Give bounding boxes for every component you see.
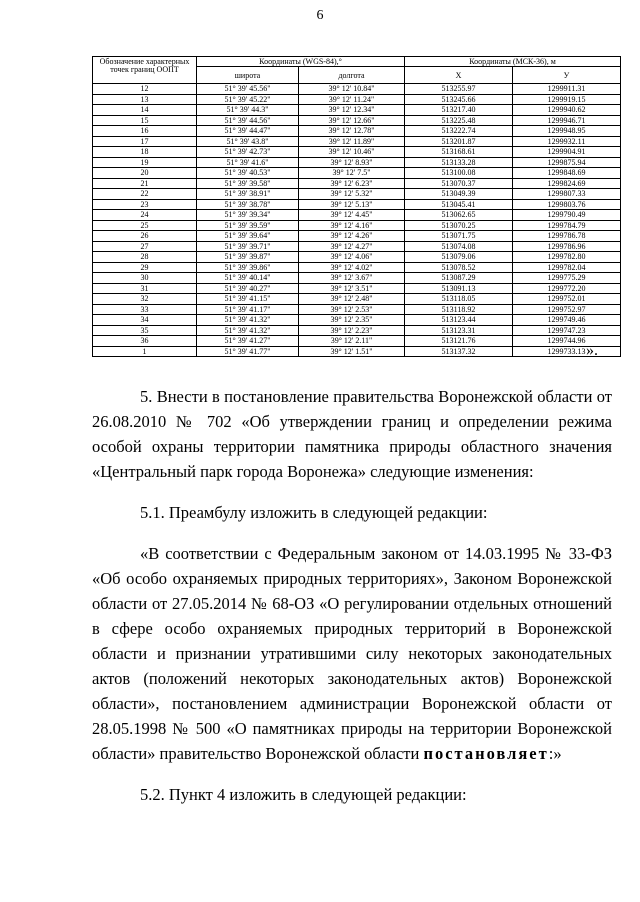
cell-x-coordinate: 513201.87 bbox=[405, 136, 513, 147]
cell-x-coordinate: 513049.39 bbox=[405, 189, 513, 200]
cell-point-number: 20 bbox=[93, 168, 197, 179]
cell-x-coordinate: 513133.28 bbox=[405, 157, 513, 168]
table-row bbox=[93, 84, 621, 95]
cell-longitude: 39° 12' 3.67" bbox=[299, 273, 405, 284]
cell-y-coordinate: 1299919.15 bbox=[513, 94, 621, 105]
table-row bbox=[93, 115, 621, 126]
cell-x-coordinate: 513118.92 bbox=[405, 304, 513, 315]
table-row bbox=[93, 210, 621, 221]
cell-latitude: 51° 39' 45.22" bbox=[197, 94, 299, 105]
cell-x-coordinate: 513168.61 bbox=[405, 147, 513, 158]
table-row bbox=[93, 231, 621, 242]
cell-x-coordinate: 513137.32 bbox=[405, 346, 513, 357]
cell-longitude: 39° 12' 4.26" bbox=[299, 231, 405, 242]
cell-latitude: 51° 39' 39.34" bbox=[197, 210, 299, 221]
cell-point-number: 18 bbox=[93, 147, 197, 158]
cell-y-coordinate: 1299803.76 bbox=[513, 199, 621, 210]
cell-point-number: 13 bbox=[93, 94, 197, 105]
cell-x-coordinate: 513118.05 bbox=[405, 294, 513, 305]
cell-longitude: 39° 12' 12.66" bbox=[299, 115, 405, 126]
cell-latitude: 51° 39' 41.15" bbox=[197, 294, 299, 305]
cell-y-coordinate: 1299749.46 bbox=[513, 315, 621, 326]
cell-y-coordinate: 1299782.04 bbox=[513, 262, 621, 273]
table-row bbox=[93, 168, 621, 179]
coordinates-table bbox=[92, 56, 621, 357]
table-row bbox=[93, 304, 621, 315]
cell-x-coordinate: 513217.40 bbox=[405, 105, 513, 116]
cell-point-number: 17 bbox=[93, 136, 197, 147]
cell-longitude: 39° 12' 4.27" bbox=[299, 241, 405, 252]
cell-point-number: 35 bbox=[93, 325, 197, 336]
cell-point-number: 12 bbox=[93, 84, 197, 95]
cell-point-number: 26 bbox=[93, 231, 197, 242]
cell-y-coordinate: 1299786.78 bbox=[513, 231, 621, 242]
cell-x-coordinate: 513123.31 bbox=[405, 325, 513, 336]
cell-y-coordinate: 1299733.13 bbox=[513, 346, 621, 357]
header-longitude: долгота bbox=[299, 67, 405, 84]
cell-latitude: 51° 39' 44.47" bbox=[197, 126, 299, 137]
closing-quote: ». bbox=[586, 342, 598, 359]
page-number: 6 bbox=[316, 8, 324, 23]
cell-point-number: 19 bbox=[93, 157, 197, 168]
cell-latitude: 51° 39' 39.86" bbox=[197, 262, 299, 273]
cell-latitude: 51° 39' 39.59" bbox=[197, 220, 299, 231]
cell-y-coordinate: 1299807.33 bbox=[513, 189, 621, 200]
table-row bbox=[93, 189, 621, 200]
table-row bbox=[93, 325, 621, 336]
cell-latitude: 51° 39' 44.3" bbox=[197, 105, 299, 116]
cell-y-coordinate: 1299824.69 bbox=[513, 178, 621, 189]
cell-longitude: 39° 12' 4.02" bbox=[299, 262, 405, 273]
cell-longitude: 39° 12' 2.35" bbox=[299, 315, 405, 326]
header-designation: Обозначение характерных точек границ ООПТ bbox=[93, 57, 197, 84]
header-msk-group: Координаты (МСК-36), м bbox=[405, 57, 621, 67]
table-row bbox=[93, 136, 621, 147]
cell-point-number: 27 bbox=[93, 241, 197, 252]
cell-latitude: 51° 39' 39.87" bbox=[197, 252, 299, 263]
cell-y-coordinate: 1299948.95 bbox=[513, 126, 621, 137]
cell-longitude: 39° 12' 4.16" bbox=[299, 220, 405, 231]
body-text bbox=[92, 384, 612, 823]
table-row bbox=[93, 294, 621, 305]
cell-point-number: 32 bbox=[93, 294, 197, 305]
cell-longitude: 39° 12' 2.53" bbox=[299, 304, 405, 315]
cell-x-coordinate: 513074.08 bbox=[405, 241, 513, 252]
table-row bbox=[93, 273, 621, 284]
table-row bbox=[93, 105, 621, 116]
cell-y-coordinate: 1299911.31 bbox=[513, 84, 621, 95]
cell-latitude: 51° 39' 45.56" bbox=[197, 84, 299, 95]
cell-point-number: 28 bbox=[93, 252, 197, 263]
cell-x-coordinate: 513225.48 bbox=[405, 115, 513, 126]
cell-y-coordinate: 1299940.62 bbox=[513, 105, 621, 116]
table-row bbox=[93, 157, 621, 168]
cell-latitude: 51° 39' 39.71" bbox=[197, 241, 299, 252]
cell-x-coordinate: 513100.08 bbox=[405, 168, 513, 179]
cell-x-coordinate: 513078.52 bbox=[405, 262, 513, 273]
cell-x-coordinate: 513079.06 bbox=[405, 252, 513, 263]
cell-point-number: 36 bbox=[93, 336, 197, 347]
cell-latitude: 51° 39' 43.8" bbox=[197, 136, 299, 147]
header-y: У bbox=[513, 67, 621, 84]
table-row bbox=[93, 315, 621, 326]
table-row bbox=[93, 220, 621, 231]
cell-x-coordinate: 513121.76 bbox=[405, 336, 513, 347]
cell-longitude: 39° 12' 5.13" bbox=[299, 199, 405, 210]
cell-longitude: 39° 12' 7.5" bbox=[299, 168, 405, 179]
cell-point-number: 33 bbox=[93, 304, 197, 315]
cell-longitude: 39° 12' 10.84" bbox=[299, 84, 405, 95]
cell-point-number: 25 bbox=[93, 220, 197, 231]
preamble-text: «В соответствии с Федеральным законом от 14.03.1995 № 33-ФЗ «Об особо охраняемых природных территориях», Законом Воронежской области от 27.05.2014 № 68-ОЗ «О регулировании отдельных отношений в сфере особо охраняемых природных территорий в Воронежской области и признании утратившими силу некоторых законодательных актов (положений некоторых законодательных актов) Воронежской области», постановлением администрации Воронежской области от 28.05.1998 № 500 «О памятниках природы на территории Воронежской области» правительство Воронежской области bbox=[92, 544, 612, 763]
cell-point-number: 29 bbox=[93, 262, 197, 273]
table-row bbox=[93, 199, 621, 210]
table-body bbox=[93, 84, 621, 357]
cell-x-coordinate: 513255.97 bbox=[405, 84, 513, 95]
cell-latitude: 51° 39' 39.58" bbox=[197, 178, 299, 189]
cell-longitude: 39° 12' 12.34" bbox=[299, 105, 405, 116]
table-row bbox=[93, 94, 621, 105]
cell-longitude: 39° 12' 4.06" bbox=[299, 252, 405, 263]
cell-longitude: 39° 12' 5.32" bbox=[299, 189, 405, 200]
preamble-bold-word: постановляет bbox=[423, 744, 549, 763]
cell-y-coordinate: 1299784.79 bbox=[513, 220, 621, 231]
cell-longitude: 39° 12' 3.51" bbox=[299, 283, 405, 294]
cell-latitude: 51° 39' 41.32" bbox=[197, 315, 299, 326]
cell-latitude: 51° 39' 42.73" bbox=[197, 147, 299, 158]
cell-latitude: 51° 39' 38.91" bbox=[197, 189, 299, 200]
cell-y-coordinate: 1299775.29 bbox=[513, 273, 621, 284]
cell-point-number: 22 bbox=[93, 189, 197, 200]
cell-latitude: 51° 39' 40.53" bbox=[197, 168, 299, 179]
table-row bbox=[93, 178, 621, 189]
cell-point-number: 30 bbox=[93, 273, 197, 284]
header-x: Х bbox=[405, 67, 513, 84]
cell-point-number: 34 bbox=[93, 315, 197, 326]
cell-x-coordinate: 513070.25 bbox=[405, 220, 513, 231]
table-row bbox=[93, 147, 621, 158]
cell-y-coordinate: 1299782.80 bbox=[513, 252, 621, 263]
cell-x-coordinate: 513087.29 bbox=[405, 273, 513, 284]
table-row bbox=[93, 262, 621, 273]
cell-longitude: 39° 12' 8.93" bbox=[299, 157, 405, 168]
cell-latitude: 51° 39' 44.56" bbox=[197, 115, 299, 126]
cell-latitude: 51° 39' 40.14" bbox=[197, 273, 299, 284]
cell-y-coordinate: 1299904.91 bbox=[513, 147, 621, 158]
cell-latitude: 51° 39' 41.32" bbox=[197, 325, 299, 336]
table-row bbox=[93, 252, 621, 263]
cell-longitude: 39° 12' 6.23" bbox=[299, 178, 405, 189]
cell-y-coordinate: 1299932.11 bbox=[513, 136, 621, 147]
cell-y-coordinate: 1299747.23 bbox=[513, 325, 621, 336]
cell-longitude: 39° 12' 2.23" bbox=[299, 325, 405, 336]
cell-longitude: 39° 12' 11.24" bbox=[299, 94, 405, 105]
table-row bbox=[93, 346, 621, 357]
cell-longitude: 39° 12' 4.45" bbox=[299, 210, 405, 221]
cell-y-coordinate: 1299946.71 bbox=[513, 115, 621, 126]
cell-latitude: 51° 39' 41.27" bbox=[197, 336, 299, 347]
cell-x-coordinate: 513245.66 bbox=[405, 94, 513, 105]
header-latitude: широта bbox=[197, 67, 299, 84]
cell-latitude: 51° 39' 41.17" bbox=[197, 304, 299, 315]
table-row bbox=[93, 283, 621, 294]
cell-x-coordinate: 513091.13 bbox=[405, 283, 513, 294]
cell-x-coordinate: 513062.65 bbox=[405, 210, 513, 221]
cell-longitude: 39° 12' 1.51" bbox=[299, 346, 405, 357]
cell-y-coordinate: 1299772.20 bbox=[513, 283, 621, 294]
cell-point-number: 1 bbox=[93, 346, 197, 357]
cell-latitude: 51° 39' 41.77" bbox=[197, 346, 299, 357]
cell-x-coordinate: 513070.37 bbox=[405, 178, 513, 189]
cell-longitude: 39° 12' 10.46" bbox=[299, 147, 405, 158]
cell-latitude: 51° 39' 38.78" bbox=[197, 199, 299, 210]
table-header-row bbox=[93, 57, 621, 67]
cell-latitude: 51° 39' 40.27" bbox=[197, 283, 299, 294]
header-wgs-group: Координаты (WGS-84),° bbox=[197, 57, 405, 67]
preamble-end: :» bbox=[548, 744, 562, 763]
cell-y-coordinate: 1299752.97 bbox=[513, 304, 621, 315]
cell-longitude: 39° 12' 2.48" bbox=[299, 294, 405, 305]
cell-longitude: 39° 12' 2.11" bbox=[299, 336, 405, 347]
paragraph-5: 5. Внести в постановление правительства Воронежской области от 26.08.2010 № 702 «Об утверждении границ и определении режима особой охраны территории памятника природы областного значения «Центральный парк города Воронежа» следующие изменения: bbox=[92, 387, 612, 481]
cell-point-number: 24 bbox=[93, 210, 197, 221]
paragraph-5-2: 5.2. Пункт 4 изложить в следующей редакции: bbox=[140, 785, 467, 804]
cell-point-number: 31 bbox=[93, 283, 197, 294]
paragraph-5-1: 5.1. Преамбулу изложить в следующей редакции: bbox=[140, 503, 488, 522]
cell-latitude: 51° 39' 39.64" bbox=[197, 231, 299, 242]
cell-longitude: 39° 12' 12.78" bbox=[299, 126, 405, 137]
table-row bbox=[93, 336, 621, 347]
cell-x-coordinate: 513045.41 bbox=[405, 199, 513, 210]
cell-x-coordinate: 513222.74 bbox=[405, 126, 513, 137]
cell-latitude: 51° 39' 41.6" bbox=[197, 157, 299, 168]
cell-y-coordinate: 1299786.96 bbox=[513, 241, 621, 252]
cell-x-coordinate: 513071.75 bbox=[405, 231, 513, 242]
cell-x-coordinate: 513123.44 bbox=[405, 315, 513, 326]
cell-point-number: 23 bbox=[93, 199, 197, 210]
cell-longitude: 39° 12' 11.89" bbox=[299, 136, 405, 147]
cell-point-number: 21 bbox=[93, 178, 197, 189]
cell-y-coordinate: 1299790.49 bbox=[513, 210, 621, 221]
cell-point-number: 14 bbox=[93, 105, 197, 116]
cell-y-coordinate: 1299744.96 bbox=[513, 336, 621, 347]
paragraph-preamble bbox=[92, 541, 612, 766]
cell-y-coordinate: 1299752.01 bbox=[513, 294, 621, 305]
cell-point-number: 15 bbox=[93, 115, 197, 126]
table-row bbox=[93, 241, 621, 252]
cell-y-coordinate: 1299875.94 bbox=[513, 157, 621, 168]
table-row bbox=[93, 126, 621, 137]
cell-y-coordinate: 1299848.69 bbox=[513, 168, 621, 179]
cell-point-number: 16 bbox=[93, 126, 197, 137]
